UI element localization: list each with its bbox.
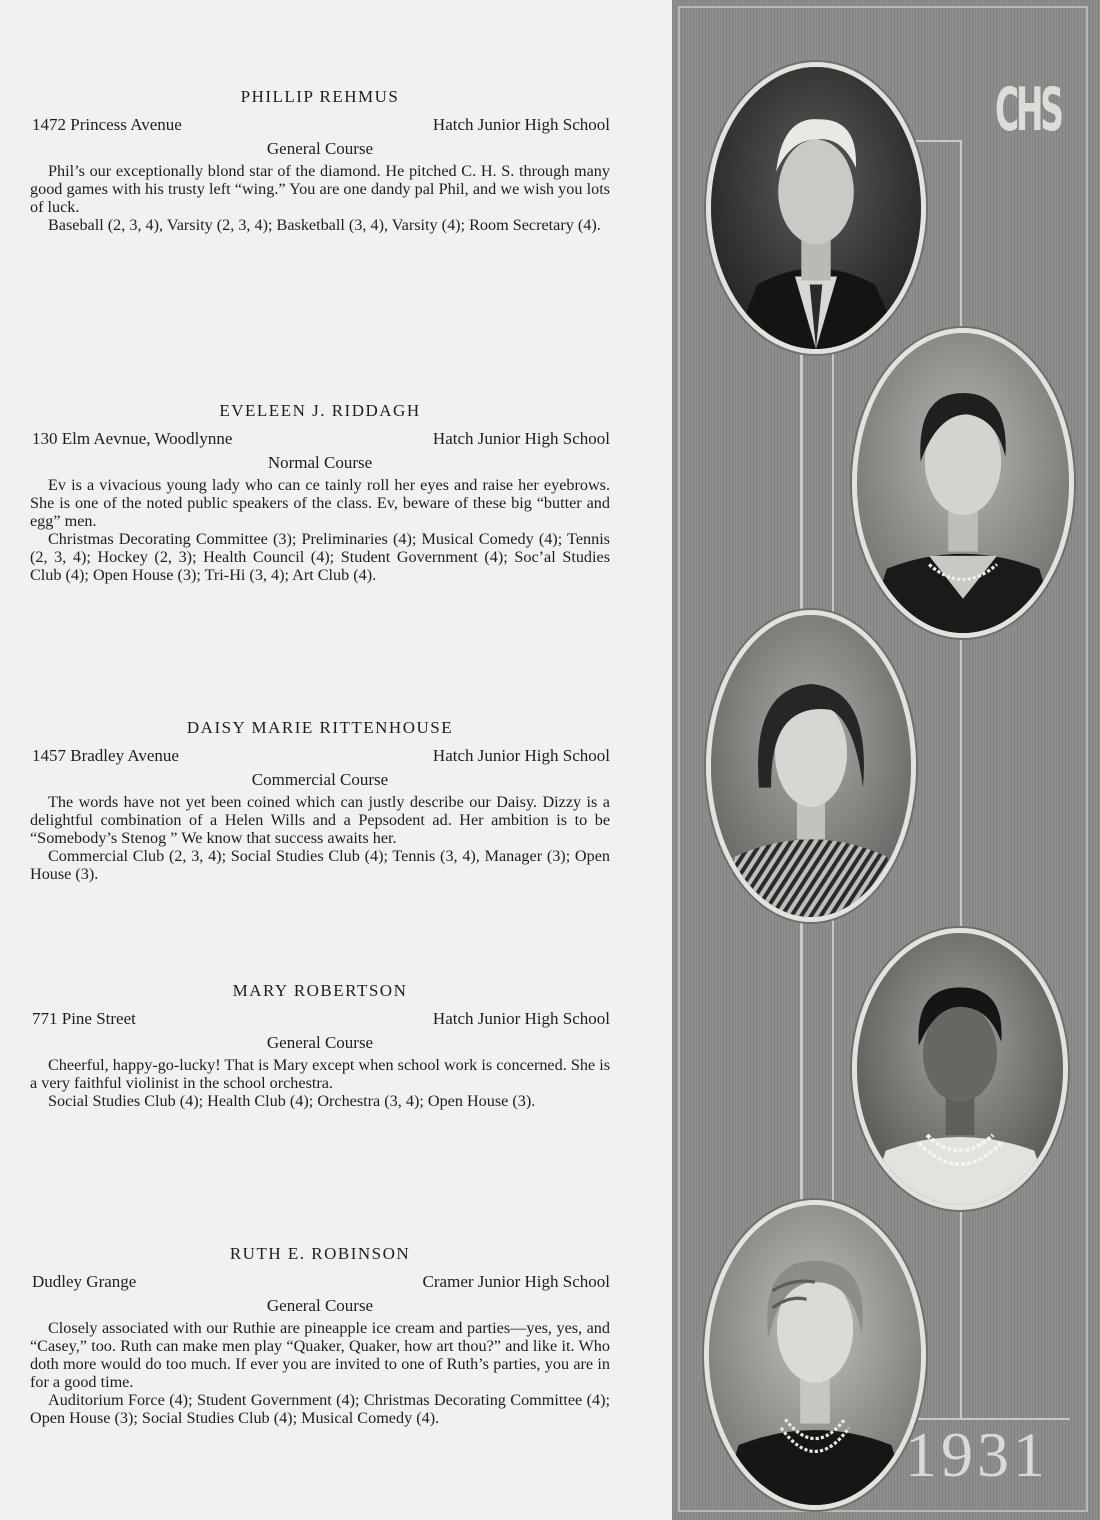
student-entry-rittenhouse <box>30 717 610 883</box>
address-row <box>30 114 610 136</box>
course-name: General Course <box>266 139 374 158</box>
junior-high-school: Cramer Junior High School <box>422 1272 610 1291</box>
portrait-photo-rehmus <box>706 62 926 354</box>
junior-high-school: Hatch Junior High School <box>432 429 610 448</box>
student-entry-robertson <box>30 980 610 1110</box>
address-row <box>30 1271 610 1293</box>
student-name: DAISY MARIE RITTENHOUSE <box>186 718 454 737</box>
chs-monogram: CHS <box>995 75 1061 145</box>
address-row <box>30 428 610 450</box>
address-row <box>30 1008 610 1030</box>
student-activities: Christmas Decorating Committee (3); Preliminaries (4); Musical Comedy (4); Tennis (2, 3, 4); Hockey (2, 3); Health Council (4); Student Government (4); Soc’al Studies Club (4); Open House (3); Tri-Hi (3, 4); Art Club (4). <box>30 530 610 584</box>
portrait-photo-riddagh <box>852 328 1074 638</box>
student-activities: Auditorium Force (4); Student Government (4); Christmas Decorating Committee (4); Open House (3); Social Studies Club (4); Musical Comedy (4). <box>30 1391 610 1427</box>
course-name: General Course <box>266 1033 374 1052</box>
student-entry-robinson <box>30 1243 610 1427</box>
student-address: Dudley Grange <box>32 1272 137 1291</box>
portrait-photo-robertson <box>852 928 1068 1210</box>
junior-high-school: Hatch Junior High School <box>432 746 610 765</box>
portrait-photo-robinson <box>704 1200 926 1510</box>
student-address: 1472 Princess Avenue <box>32 115 182 134</box>
student-activities: Social Studies Club (4); Health Club (4); Orchestra (3, 4); Open House (3). <box>48 1092 536 1110</box>
student-description: Closely associated with our Ruthie are pineapple ice cream and parties—yes, yes, and “Casey,” too. Ruth can make men play “Quaker, Quaker, how art thou?” and like it. Who doth more would do too much. If ever you are invited to one of Ruth’s parties, you are in for a good time. <box>30 1319 610 1391</box>
student-address: 130 Elm Aevnue, Woodlynne <box>32 429 233 448</box>
student-name: EVELEEN J. RIDDAGH <box>219 401 421 420</box>
student-description: Ev is a vivacious young lady who can ce tainly roll her eyes and raise her eyebrows. She is one of the noted public speakers of the class. Ev, beware of these big “butter and egg” men. <box>30 476 610 530</box>
student-description: The words have not yet been coined which can justly describe our Daisy. Dizzy is a delightful combination of a Helen Wills and a Pepsodent ad. Her ambition is to be “Somebody’s Stenog ” We know that success awaits her. <box>30 793 610 847</box>
student-name: PHILLIP REHMUS <box>240 87 400 106</box>
yearbook-year: 1931 <box>905 1419 1049 1490</box>
course-name: Normal Course <box>267 453 373 472</box>
student-activities: Commercial Club (2, 3, 4); Social Studies Club (4); Tennis (3, 4), Manager (3); Open House (3). <box>30 847 610 883</box>
junior-high-school: Hatch Junior High School <box>432 1009 610 1028</box>
student-address: 771 Pine Street <box>32 1009 136 1028</box>
portrait-photo-rittenhouse <box>706 610 916 922</box>
student-description: Phil’s our exceptionally blond star of the diamond. He pitched C. H. S. through many good games with his trusty left “wing.” You are one dandy pal Phil, and we wish you lots of luck. <box>30 162 610 216</box>
junior-high-school: Hatch Junior High School <box>432 115 610 134</box>
student-activities: Baseball (2, 3, 4), Varsity (2, 3, 4); Basketball (3, 4), Varsity (4); Room Secretary (4). <box>48 216 601 234</box>
student-name: RUTH E. ROBINSON <box>229 1244 411 1263</box>
address-row <box>30 745 610 767</box>
student-description: Cheerful, happy-go-lucky! That is Mary except when school work is concerned. She is a very faithful violinist in the school orchestra. <box>30 1056 610 1092</box>
student-entry-rehmus <box>30 86 610 234</box>
student-address: 1457 Bradley Avenue <box>32 746 179 765</box>
course-name: Commercial Course <box>251 770 389 789</box>
course-name: General Course <box>266 1296 374 1315</box>
student-entry-riddagh <box>30 400 610 584</box>
student-name: MARY ROBERTSON <box>232 981 408 1000</box>
